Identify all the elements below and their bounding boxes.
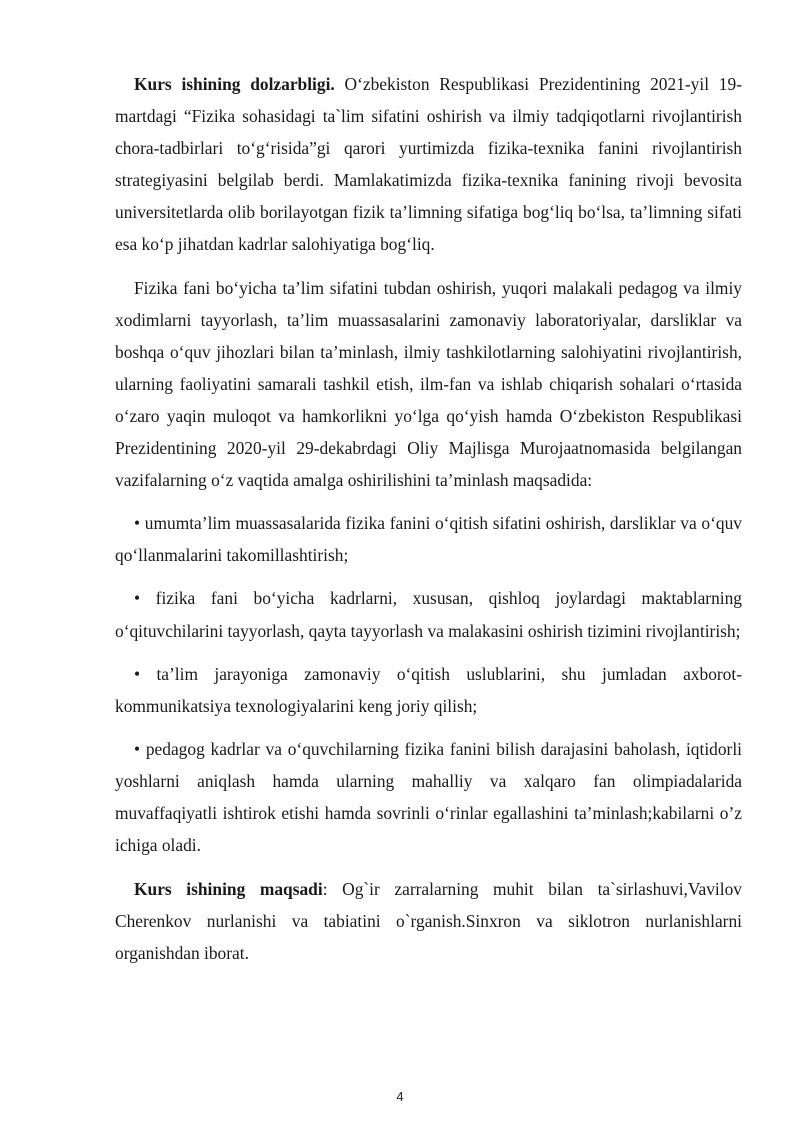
document-page	[115, 68, 742, 969]
paragraph-goal-text: : Og`ir zarralarning muhit bilan ta`sirlashuvi,Vavilov Cherenkov nurlanishi va tabiatini o`rganish.Sinxron va siklotron nurlanishlarni organishdan iborat.	[115, 879, 742, 964]
bullet-item-2: • fizika fani bo‘yicha kadrlarni, xususan, qishloq joylardagi maktablarning o‘qituvchilarini tayyorlash, qayta tayyorlash va malakasini oshirish tizimini rivojlantirish;	[115, 588, 742, 641]
paragraph-context: Fizika fani bo‘yicha ta’lim sifatini tubdan oshirish, yuqori malakali pedagog va ilmiy xodimlarni tayyorlash, ta’lim muassasalarini zamonaviy laboratoriyalar, darsliklar va boshqa o‘quv jihozlari bilan ta’minlash, ilmiy tashkilotlarning salohiyatini rivojlantirish, ularning faoliyatini samarali tashkil etish, ilm-fan va ishlab chiqarish sohalari o‘rtasida o‘zaro yaqin muloqot va hamkorlikni yo‘lga qo‘yish hamda O‘zbekiston Respublikasi Prezidentining 2020-yil 29-dekabrdagi Oliy Majlisga Murojaatnomasida belgilangan vazifalarning o‘z vaqtida amalga oshirilishini ta’minlash maqsadida:	[115, 277, 742, 491]
heading-goal: Kurs ishining maqsadi	[134, 879, 323, 900]
paragraph-relevance-text: O‘zbekiston Respublikasi Prezidentining 2021-yil 19-martdagi “Fizika sohasidagi ta`lim sifatini oshirish va ilmiy tadqiqotlarni rivojlantirish chora-tadbirlari to‘g‘risida”gi qarori yurtimizda fizika-texnika fanini rivojlantirish strategiyasini belgilab berdi. Mamlakatimizda fizika-texnika fanining rivoji bevosita universitetlarda olib borilayotgan fizik ta’limning sifatiga bog‘liq bo‘lsa, ta’limning sifati esa ko‘p jihatdan kadrlar salohiyatiga bog‘liq.	[115, 74, 742, 255]
paragraph-relevance	[115, 68, 742, 261]
bullet-item-4: • pedagog kadrlar va o‘quvchilarning fizika fanini bilish darajasini baholash, iqtidorli yoshlarni aniqlash hamda ularning mahalliy va xalqaro fan olimpiadalarida muvaffaqiyatli ishtirok etishi hamda sovrinli o‘rinlar egallashini ta’minlash;kabilarni o’z ichiga oladi.	[115, 738, 742, 856]
page-number: 4	[396, 1089, 404, 1104]
bullet-item-3: • ta’lim jarayoniga zamonaviy o‘qitish uslublarini, shu jumladan axborot-kommunikatsiya texnologiyalarini keng joriy qilish;	[115, 663, 742, 716]
bullet-item-1: • umumta’lim muassasalarida fizika fanini o‘qitish sifatini oshirish, darsliklar va o‘quv qo‘llanmalarini takomillashtirish;	[115, 513, 742, 566]
heading-relevance: Kurs ishining dolzarbligi.	[134, 74, 335, 94]
paragraph-goal	[115, 873, 742, 969]
